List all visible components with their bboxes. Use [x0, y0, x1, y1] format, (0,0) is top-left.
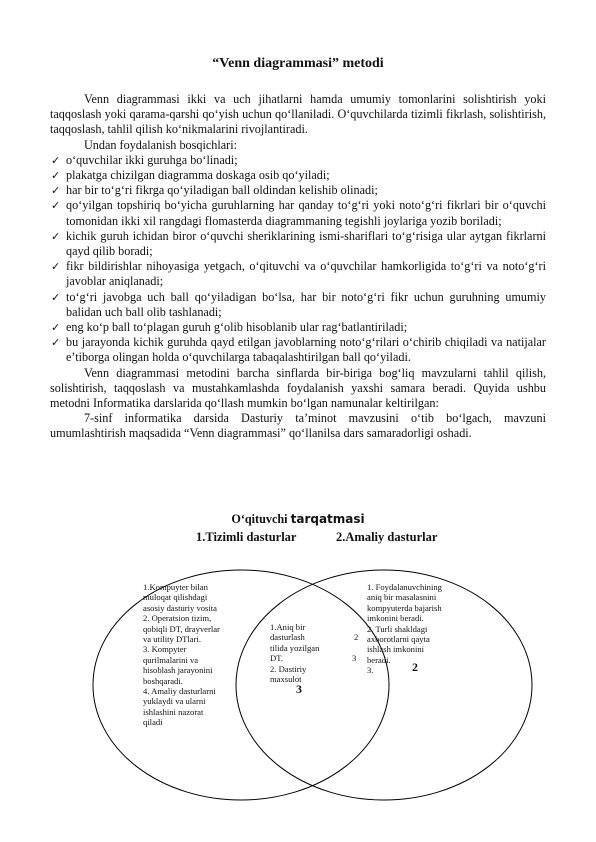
body-text [50, 92, 546, 442]
check-icon: ✓ [51, 290, 61, 304]
venn-left-text: 1.Kompuyter bilan muloqat qilishdagi asosiy dasturiy vosita 2. Operatsion tizim, qobiqli DT, drayverlar va utility DTlari. 3. Kompyter qurilmalarini va hisoblash jarayonini boshqaradi. 4. Amaliy dasturlarni yuklaydi va ularni ishlashini nazorat qiladi [143, 582, 220, 728]
handout-heading [50, 512, 546, 527]
check-icon: ✓ [51, 184, 61, 198]
list-item: ✓ to‘g‘ri javobga uch ball qo‘yiladigan bo‘lsa, har bir noto‘g‘ri fikr uchun guruhning umumiy balidan uch ball olib tashlanadi; [51, 289, 546, 319]
category-right: 2.Amaliy dasturlar [336, 530, 438, 544]
check-icon: ✓ [51, 336, 61, 350]
page-title: “Venn diagrammasi” metodi [212, 56, 384, 71]
venn-stray-number-2: 2 [354, 632, 359, 642]
venn-diagram [0, 562, 596, 812]
steps-list [50, 153, 546, 366]
check-icon: ✓ [51, 229, 61, 243]
category-left: 1.Tizimli dasturlar [196, 530, 297, 544]
venn-right-text: 1. Foydalanuvchining aniq bir masalasnini kompyuterda bajarish imkonini beradi. 2. Turli shakldagi axborotlarni qayta ishlash imkonini beradi. 3. [367, 582, 442, 676]
list-item: ✓ plakatga chizilgan diagramma doskaga osib qo‘yiladi; [51, 168, 330, 183]
paragraph-3: 7-sinf informatika darsida Dasturiy ta’minot mavzusini o‘tib bo‘lgach, mavzuni umumlashtirish maqsadida “Venn diagrammasi” qo‘llanilsa dars samaradorligi oshadi. [50, 411, 546, 441]
venn-left-circle [93, 570, 389, 800]
list-item: ✓ bu jarayonda kichik guruhda qayd etilgan javoblarning noto‘g‘rilari o‘chirib chiqiladi va natijalar e’tiborga olingan holda o‘quvchilarga tabaqalashtirilgan ball qo‘yiladi. [51, 335, 546, 365]
handout-label-emphasis: tarqatmasi [290, 512, 365, 526]
list-item: ✓ o‘quvchilar ikki guruhga bo‘linadi; [51, 152, 238, 167]
check-icon: ✓ [51, 153, 61, 167]
list-item: ✓ har bir to‘g‘ri fikrga qo‘yiladigan ball oldindan kelishib olinadi; [51, 183, 378, 198]
venn-middle-text: 1.Aniq bir dasturlash tilida yozilgan DT. 2. Dastiriy maxsulot [270, 622, 320, 685]
paragraph-2: Venn diagrammasi metodini barcha sinflarda bir-biriga bog‘liq mavzularni tahlil qilish, solishtirish, taqqoslash va mustahkamlashda foydalanish yaxshi samara beradi. Quyida ushbu metodni Informatika darslarida qo‘llash mumkin bo‘lgan namunalar keltirilgan: [50, 365, 546, 411]
check-icon: ✓ [51, 199, 61, 213]
check-icon: ✓ [51, 260, 61, 274]
check-icon: ✓ [51, 169, 61, 183]
intro-paragraph: Venn diagrammasi ikki va uch jihatlarni hamda umumiy tomonlarini solishtirish yoki taqqoslash yoki qarama-qarshi qo‘yish uchun qo‘llaniladi. O‘quvchilarda tizimli fikrlash, solishtirish, taqqoslash, tahlil qilish ko‘nikmalarini rivojlantiradi. [50, 92, 546, 137]
list-item: ✓ qo‘yilgan topshiriq bo‘yicha guruhlarning har qanday to‘g‘ri yoki noto‘g‘ri fikrlari bir o‘quvchi tomonidan ikki xil rangdagi flomasterda diagrammaning tegishli joylariga yozib boriladi; [51, 198, 546, 228]
steps-heading: Undan foydalanish bosqichlari: [84, 137, 237, 152]
list-item: ✓ kichik guruh ichidan biror o‘quvchi sheriklarining ismi-shariflari to‘g‘risiga ular aytgan fikrlarni qayd qilib boradi; [51, 228, 546, 259]
handout-label: O‘qituvchi [231, 512, 291, 526]
list-item: ✓ fikr bildirishlar nihoyasiga yetgach, o‘qituvchi va o‘quvchilar hamkorligida to‘g‘ri va noto‘g‘ri javoblar aniqlanadi; [51, 259, 546, 289]
check-icon: ✓ [51, 321, 61, 335]
venn-right-number: 2 [412, 660, 418, 674]
venn-middle-number: 3 [296, 682, 302, 696]
venn-stray-number-3: 3 [352, 653, 357, 663]
list-item: ✓ eng ko‘p ball to‘plagan guruh g‘olib hisoblanib ular rag‘batlantiriladi; [51, 320, 408, 335]
